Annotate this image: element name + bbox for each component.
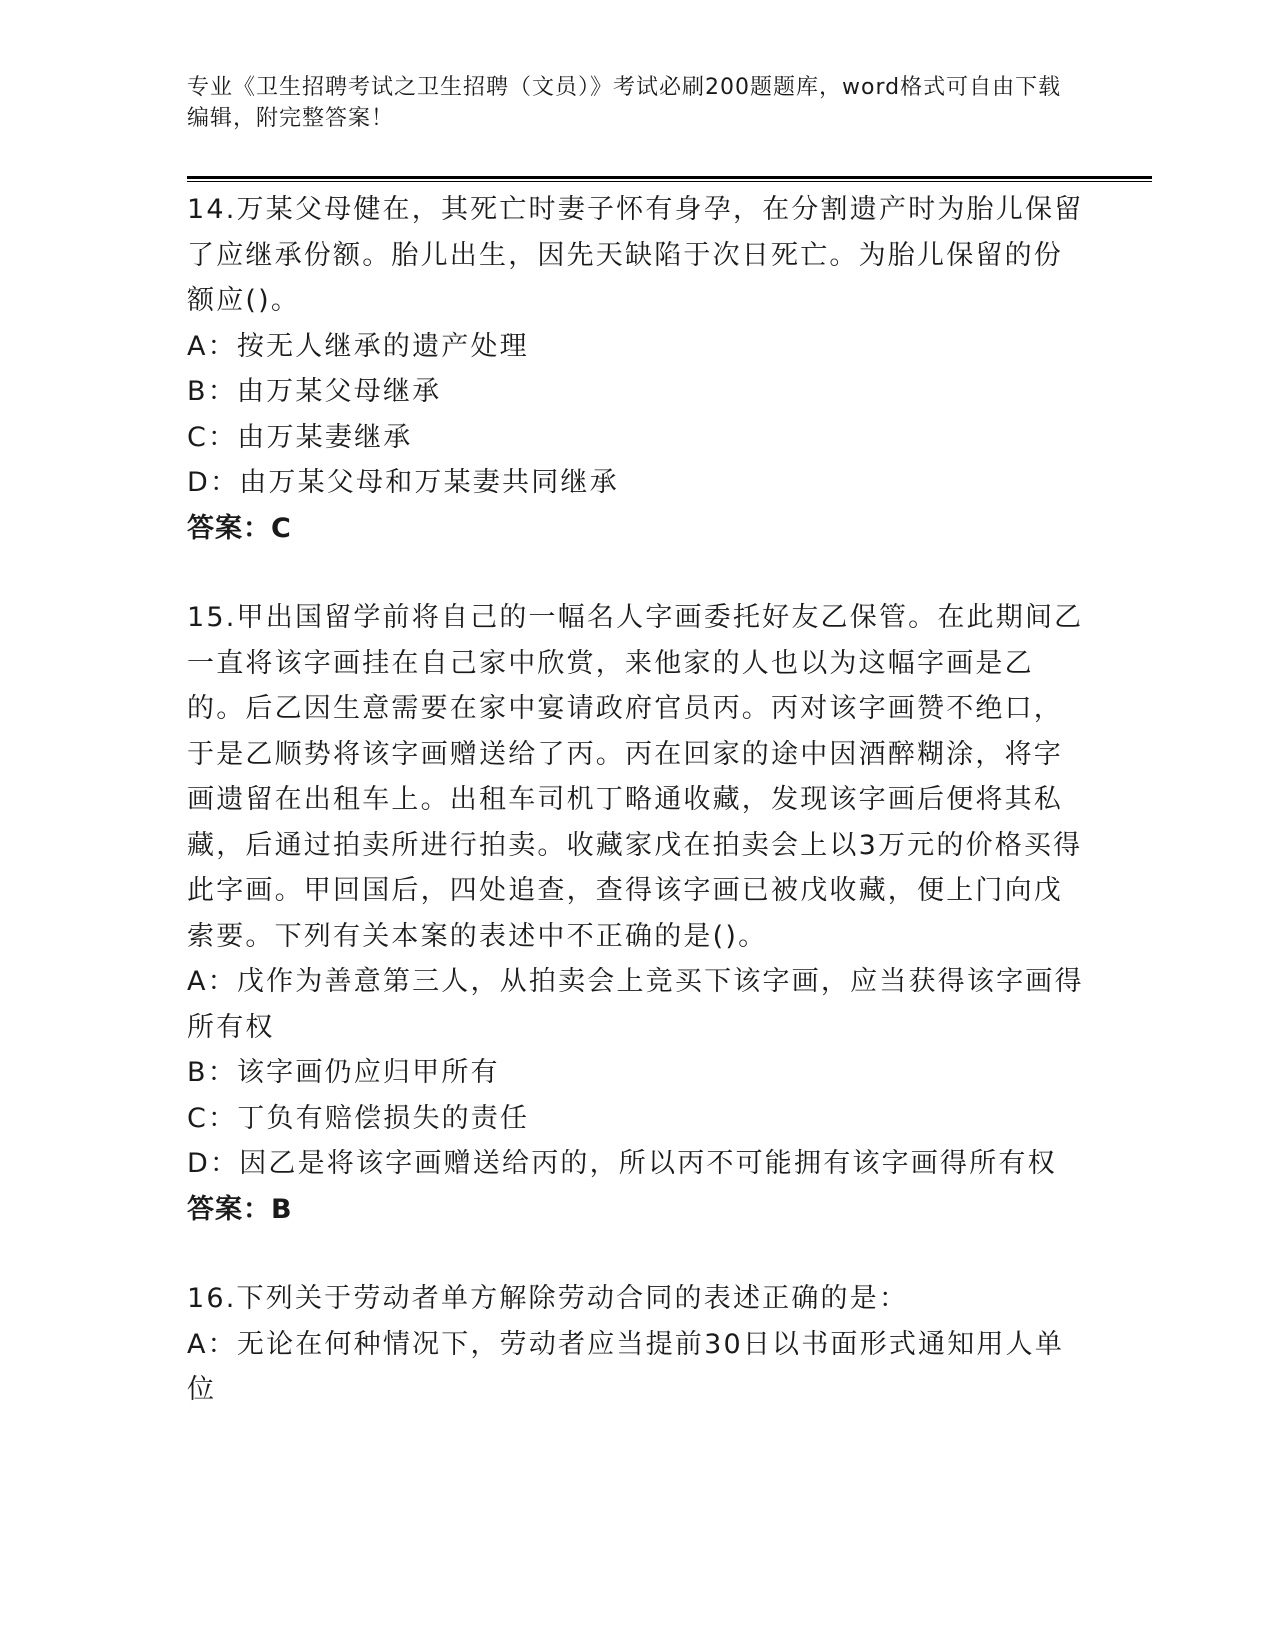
option-c: C：由万某妻继承	[187, 421, 413, 453]
question-stem: 15.甲出国留学前将自己的一幅名人字画委托好友乙保管。在此期间乙一直将该字画挂在自己家中欣赏，来他家的人也以为这幅字画是乙的。后乙因生意需要在家中宴请政府官员丙。丙对该字画赞不绝口，于是乙顺势将该字画赠送给了丙。丙在回家的途中因酒醉糊涂，将字画遗留在出租车上。出租车司机丁略通收藏，发现该字画后便将其私藏，后通过拍卖所进行拍卖。收藏家戊在拍卖会上以3万元的价格买得此字画。甲回国后，四处追查，查得该字画已被戊收藏，便上门向戊索要。下列有关本案的表述中不正确的是()。	[187, 602, 1084, 952]
option-b: B：由万某父母继承	[187, 376, 442, 407]
question-list	[187, 187, 1087, 1457]
header-divider-thin	[187, 181, 1152, 182]
answer-label: 答案：C	[187, 512, 292, 544]
option-a: A：戊作为善意第三人，从拍卖会上竞买下该字画，应当获得该字画得所有权	[187, 966, 1084, 1043]
option-c: C：丁负有赔偿损失的责任	[187, 1102, 530, 1134]
document-header: 专业《卫生招聘考试之卫生招聘（文员）》考试必刷200题题库，word格式可自由下载编辑，附完整答案！	[187, 75, 1062, 131]
option-d: D：因乙是将该字画赠送给丙的，所以丙不可能拥有该字画得所有权	[187, 1148, 1057, 1179]
option-a: A：无论在何种情况下，劳动者应当提前30日以书面形式通知用人单位	[187, 1328, 1065, 1405]
option-d: D：由万某父母和万某妻共同继承	[187, 467, 619, 498]
question-14	[187, 187, 1087, 551]
header-divider-thick	[187, 176, 1152, 179]
question-stem: 16.下列关于劳动者单方解除劳动合同的表述正确的是：	[187, 1283, 909, 1314]
option-b: B：该字画仍应归甲所有	[187, 1057, 500, 1088]
answer-label: 答案：B	[187, 1193, 293, 1225]
question-15	[187, 595, 1087, 1232]
question-16	[187, 1276, 1087, 1413]
question-stem: 14.万某父母健在，其死亡时妻子怀有身孕，在分割遗产时为胎儿保留了应继承份额。胎儿出生，因先天缺陷于次日死亡。为胎儿保留的份额应()。	[187, 194, 1084, 316]
option-a: A：按无人继承的遗产处理	[187, 330, 529, 362]
